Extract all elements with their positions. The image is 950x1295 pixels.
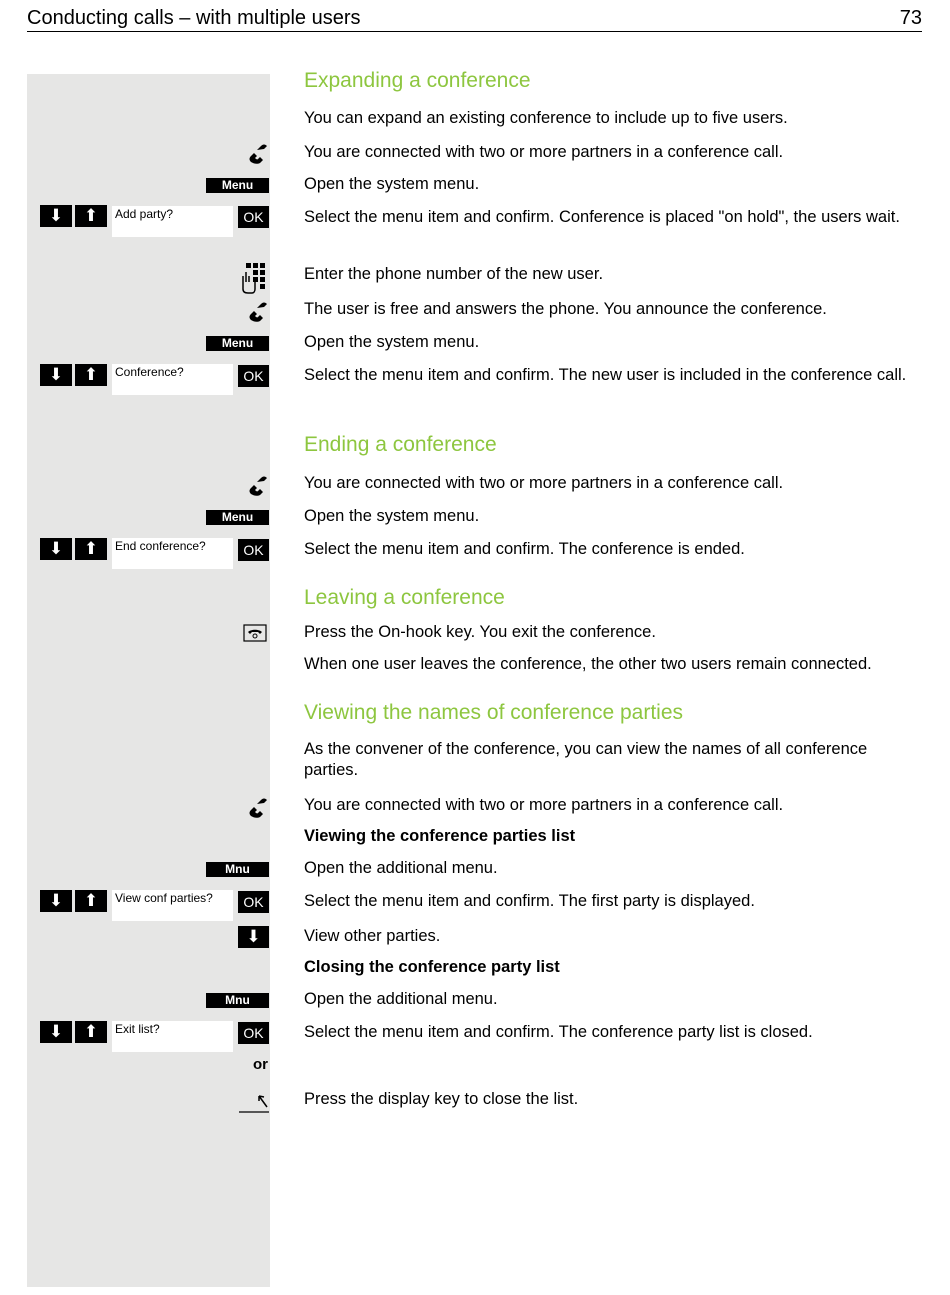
keypad-icon (240, 262, 269, 294)
handset-icon (247, 796, 269, 818)
display-menu-item: Add party? (112, 206, 233, 237)
step-text: The user is free and answers the phone. You announce the conference. (304, 300, 827, 318)
arrow-up-icon[interactable]: ⬆ (75, 364, 107, 386)
menu-key[interactable]: Menu (206, 510, 269, 525)
step-text: When one user leaves the conference, the other two users remain connected. (304, 655, 872, 673)
section-title-ending: Ending a conference (304, 433, 497, 456)
arrow-up-icon[interactable]: ⬆ (75, 890, 107, 912)
navigation-arrows (40, 538, 108, 560)
step-text: Open the system menu. (304, 333, 480, 351)
step-text: Open the system menu. (304, 507, 480, 525)
arrow-up-icon[interactable]: ⬆ (75, 205, 107, 227)
arrow-down-icon[interactable]: ⬇ (40, 538, 72, 560)
ok-key[interactable]: OK (238, 539, 269, 561)
arrow-down-icon[interactable]: ⬇ (40, 890, 72, 912)
step-text: Select the menu item and confirm. The first party is displayed. (304, 892, 755, 910)
mnu-key[interactable]: Mnu (206, 862, 269, 877)
display-menu-item: Exit list? (112, 1021, 233, 1052)
display-key-icon[interactable] (239, 1089, 269, 1113)
step-text: Press the display key to close the list. (304, 1090, 579, 1108)
handset-icon (247, 474, 269, 496)
step-text: View other parties. (304, 927, 441, 945)
step-text: Open the additional menu. (304, 990, 498, 1008)
navigation-arrows (40, 1021, 108, 1043)
step-text: Open the system menu. (304, 175, 480, 193)
section-title-leaving: Leaving a conference (304, 586, 505, 609)
handset-icon (247, 142, 269, 164)
arrow-up-icon[interactable]: ⬆ (75, 538, 107, 560)
section-title-expanding: Expanding a conference (304, 69, 531, 92)
intro-expanding: You can expand an existing conference to include up to five users. (304, 109, 788, 127)
step-text: Select the menu item and confirm. The conference party list is closed. (304, 1023, 813, 1041)
display-menu-item: View conf parties? (112, 890, 233, 921)
subheading: Closing the conference party list (304, 958, 560, 976)
intro-viewing: As the convener of the conference, you can view the names of all conference parties. (304, 740, 868, 779)
subheading: Viewing the conference parties list (304, 827, 576, 845)
or-label: or (253, 1056, 268, 1073)
handset-icon (247, 300, 269, 322)
section-title-viewing: Viewing the names of conference parties (304, 701, 684, 724)
step-text: Select the menu item and confirm. The conference is ended. (304, 540, 745, 558)
ok-key[interactable]: OK (238, 891, 269, 913)
step-text: Press the On-hook key. You exit the conference. (304, 623, 656, 641)
arrow-down-icon[interactable]: ⬇ (238, 926, 269, 948)
arrow-up-icon[interactable]: ⬆ (75, 1021, 107, 1043)
arrow-down-icon[interactable]: ⬇ (40, 364, 72, 386)
onhook-key-icon[interactable] (243, 624, 267, 642)
step-text: You are connected with two or more partners in a conference call. (304, 474, 784, 492)
arrow-down-icon[interactable]: ⬇ (40, 205, 72, 227)
sidebar-column (27, 74, 270, 1287)
menu-key[interactable]: Menu (206, 178, 269, 193)
step-text: Open the additional menu. (304, 859, 498, 877)
step-text: You are connected with two or more partners in a conference call. (304, 796, 784, 814)
navigation-arrows (40, 364, 108, 386)
step-text: Select the menu item and confirm. Conference is placed "on hold", the users wait. (304, 208, 900, 226)
ok-key[interactable]: OK (238, 206, 269, 228)
navigation-arrows (40, 890, 108, 912)
ok-key[interactable]: OK (238, 365, 269, 387)
page-number: 73 (899, 7, 922, 29)
menu-key[interactable]: Menu (206, 336, 269, 351)
header-title: Conducting calls – with multiple users (27, 7, 361, 29)
mnu-key[interactable]: Mnu (206, 993, 269, 1008)
step-text: You are connected with two or more partners in a conference call. (304, 143, 784, 161)
display-menu-item: End conference? (112, 538, 233, 569)
ok-key[interactable]: OK (238, 1022, 269, 1044)
navigation-arrows (40, 205, 108, 227)
page-header (27, 5, 922, 32)
arrow-down-icon[interactable]: ⬇ (40, 1021, 72, 1043)
step-text: Enter the phone number of the new user. (304, 265, 604, 283)
step-text: Select the menu item and confirm. The new user is included in the conference call. (304, 366, 907, 384)
display-menu-item: Conference? (112, 364, 233, 395)
